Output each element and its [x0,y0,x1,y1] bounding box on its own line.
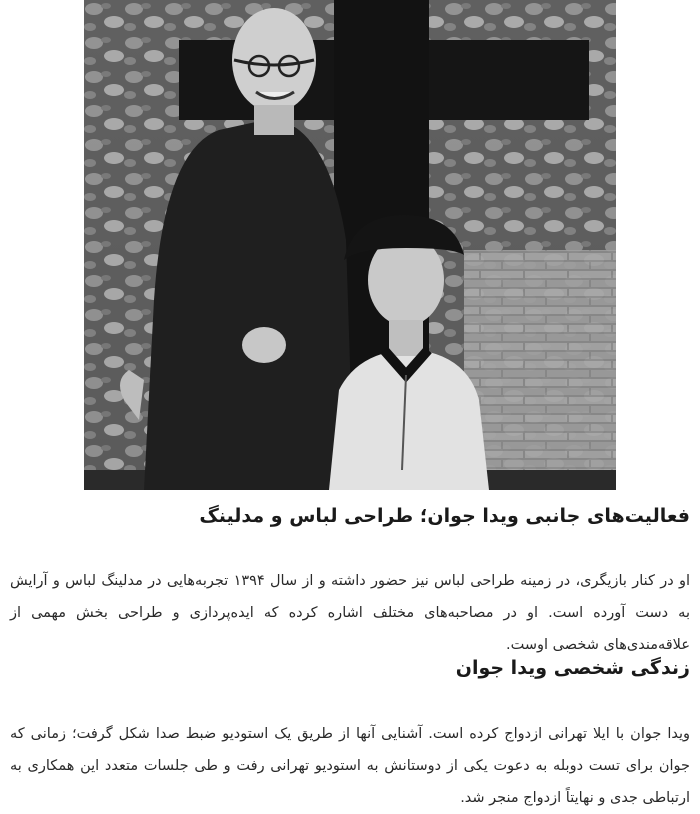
section-heading-side-activities: فعالیت‌های جانبی ویدا جوان؛ طراحی لباس و مدلینگ [199,505,690,527]
section-paragraph-personal-life: ویدا جوان با ایلا تهرانی ازدواج کرده است. آشنایی آنها از طریق یک استودیو ضبط صدا شکل گرفت؛ زمانی که جوان برای تست دوبله به دعوت یکی از دوستانش به استودیو تهرانی رفت و طی جلسات متعدد این همکاری به ارتباطی جدی و نهایتاً ازدواج منجر شد. [10,725,690,806]
stage-scene-illustration [84,0,616,490]
section-heading-personal-life: زندگی شخصی ویدا جوان [455,657,690,679]
section-paragraph-side-activities: او در کنار بازیگری، در زمینه طراحی لباس نیز حضور داشته و از سال ۱۳۹۴ تجربه‌هایی در مدلینگ لباس و آرایش به دست آورده است. او در مصاحبه‌های مختلف اشاره کرده که ایده‌پردازی و طراحی بخش مهمی از علاقه‌مندی‌های شخصی اوست. [10,572,690,653]
article-photo [84,0,616,490]
